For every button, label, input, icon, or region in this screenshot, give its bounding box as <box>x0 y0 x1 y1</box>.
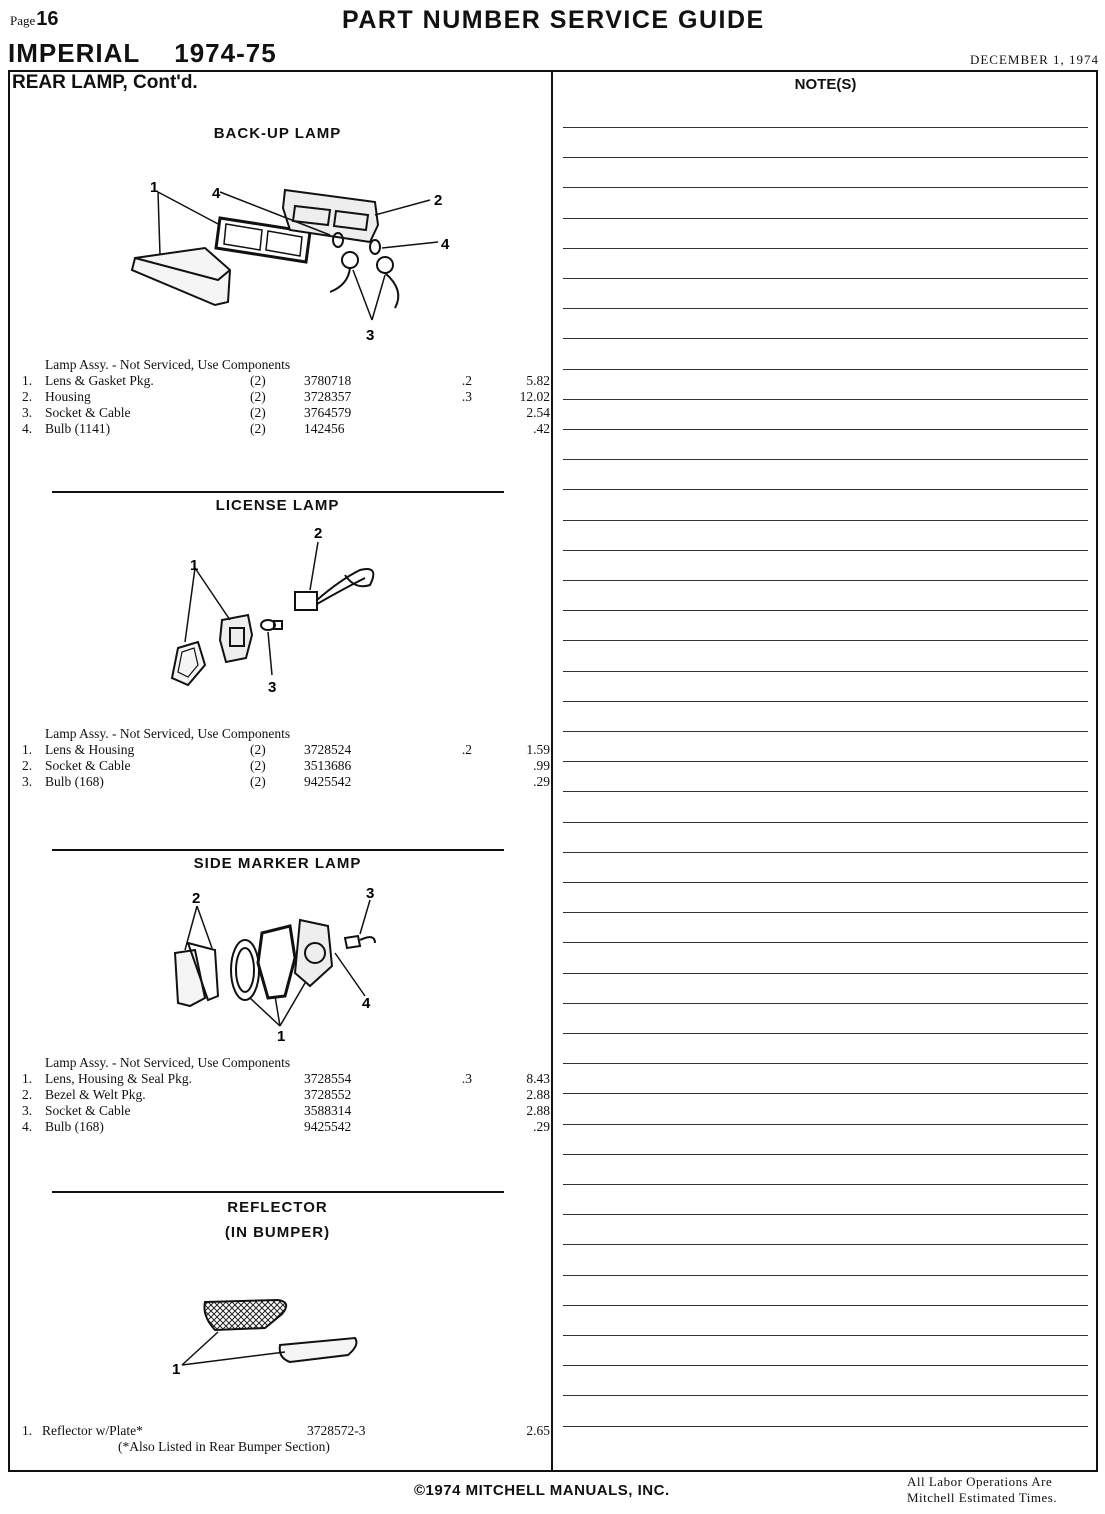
issue-date: DECEMBER 1, 1974 <box>969 52 1099 67</box>
part-description: Socket & Cable <box>45 1103 131 1118</box>
side-assy-note: Lamp Assy. - Not Serviced, Use Components <box>45 1055 291 1070</box>
note-rule-line <box>563 157 1088 158</box>
page-label <box>10 8 59 31</box>
part-index: 3. <box>22 774 33 789</box>
note-rule-line <box>563 731 1088 732</box>
labor-time: .2 <box>461 373 472 388</box>
part-description: Housing <box>45 389 91 404</box>
table-row <box>22 405 552 421</box>
backup-callout-3: 3 <box>366 327 375 344</box>
part-price: .29 <box>533 1119 550 1134</box>
note-rule-line <box>563 369 1088 370</box>
note-rule-line <box>563 1365 1088 1366</box>
license-lamp-title: LICENSE LAMP <box>215 497 340 514</box>
note-rule-line <box>563 1275 1088 1276</box>
part-price: .99 <box>533 758 550 773</box>
labor-note-line1: All Labor Operations Are <box>907 1474 1053 1489</box>
note-rule-line <box>563 278 1088 279</box>
part-price: .29 <box>533 774 550 789</box>
backup-callout-4a: 4 <box>212 185 221 202</box>
part-price: 2.65 <box>526 1423 550 1438</box>
note-rule-line <box>563 1214 1088 1215</box>
part-description: Bulb (168) <box>45 1119 104 1134</box>
part-index: 1. <box>22 373 33 388</box>
note-rule-line <box>563 1033 1088 1034</box>
note-rule-line <box>563 399 1088 400</box>
table-row <box>22 421 552 437</box>
part-index: 2. <box>22 389 33 404</box>
part-number: 3728524 <box>304 742 352 757</box>
reflector-row <box>22 1423 552 1439</box>
side-callout-1: 1 <box>277 1028 286 1043</box>
note-rule-line <box>563 308 1088 309</box>
part-description: Lens & Gasket Pkg. <box>45 373 154 388</box>
part-price: 2.88 <box>526 1087 550 1102</box>
part-price: 1.59 <box>526 742 550 757</box>
part-description: Bulb (168) <box>45 774 104 789</box>
part-description: Bezel & Welt Pkg. <box>45 1087 146 1102</box>
notes-title: NOTE(S) <box>794 76 857 93</box>
part-price: 8.43 <box>526 1071 550 1086</box>
side-callout-3: 3 <box>366 885 375 902</box>
part-index: 1. <box>22 742 33 757</box>
part-number: 3728572-3 <box>307 1423 366 1438</box>
table-row <box>22 1087 552 1103</box>
part-qty: (2) <box>250 774 266 789</box>
part-price: 5.82 <box>526 373 550 388</box>
note-rule-line <box>563 822 1088 823</box>
part-description: Bulb (1141) <box>45 421 111 436</box>
note-rule-line <box>563 127 1088 128</box>
note-rule-line <box>563 520 1088 521</box>
table-row <box>22 742 552 758</box>
note-rule-line <box>563 1395 1088 1396</box>
labor-time: .3 <box>461 389 472 404</box>
note-rule-line <box>563 1093 1088 1094</box>
labor-note-line2: Mitchell Estimated Times. <box>907 1490 1058 1505</box>
reflector-title: REFLECTOR <box>227 1199 328 1216</box>
note-rule-line <box>563 791 1088 792</box>
note-rule-line <box>563 580 1088 581</box>
note-rule-line <box>563 640 1088 641</box>
note-rule-line <box>563 671 1088 672</box>
part-index: 1. <box>22 1071 33 1086</box>
page-number: 16 <box>36 8 59 30</box>
side-callout-2: 2 <box>192 890 201 907</box>
part-index: 3. <box>22 1103 33 1118</box>
part-qty: (2) <box>250 389 266 404</box>
backup-callout-2: 2 <box>434 192 443 209</box>
part-number-index: 1. <box>22 1423 33 1438</box>
note-rule-line <box>563 1124 1088 1125</box>
table-row <box>22 1103 552 1119</box>
backup-assy-note: Lamp Assy. - Not Serviced, Use Components <box>45 357 291 372</box>
note-rule-line <box>563 912 1088 913</box>
part-index: 3. <box>22 405 33 420</box>
part-index: 2. <box>22 1087 33 1102</box>
note-rule-line <box>563 1305 1088 1306</box>
reflector-diagram <box>160 1290 370 1385</box>
note-rule-line <box>563 459 1088 460</box>
part-description: Socket & Cable <box>45 405 131 420</box>
note-rule-line <box>563 701 1088 702</box>
part-number: 3780718 <box>304 373 352 388</box>
note-rule-line <box>563 489 1088 490</box>
part-qty: (2) <box>250 405 266 420</box>
page-label-text: Page <box>10 13 36 28</box>
part-index: 2. <box>22 758 33 773</box>
section-rule <box>52 1191 504 1193</box>
note-rule-line <box>563 1426 1088 1427</box>
backup-lamp-title: BACK-UP LAMP <box>213 125 342 142</box>
part-qty: (2) <box>250 758 266 773</box>
guide-title: PART NUMBER SERVICE GUIDE <box>342 6 765 34</box>
part-price: 2.54 <box>526 405 550 420</box>
part-number: 3728554 <box>304 1071 352 1086</box>
table-row <box>22 1071 552 1087</box>
reflector-callout-1: 1 <box>172 1361 181 1378</box>
labor-time: .2 <box>461 742 472 757</box>
part-price: 12.02 <box>519 389 550 404</box>
table-row <box>22 389 552 405</box>
model-line <box>8 38 277 69</box>
license-callout-1: 1 <box>190 557 199 574</box>
backup-callout-1: 1 <box>150 179 159 196</box>
part-number: 3513686 <box>304 758 352 773</box>
note-rule-line <box>563 187 1088 188</box>
reflector-subtitle: (IN BUMPER) <box>224 1224 331 1241</box>
section-title: REAR LAMP, Cont'd. <box>12 72 198 93</box>
part-number: 9425542 <box>304 1119 352 1134</box>
note-rule-line <box>563 761 1088 762</box>
side-marker-title: SIDE MARKER LAMP <box>193 855 362 872</box>
part-description: Lens & Housing <box>45 742 135 757</box>
part-number: 142456 <box>304 421 345 436</box>
model-name: IMPERIAL <box>8 38 141 68</box>
table-row <box>22 758 552 774</box>
model-years: 1974-75 <box>174 38 277 68</box>
note-rule-line <box>563 852 1088 853</box>
part-number: 3728552 <box>304 1087 352 1102</box>
part-number: 3588314 <box>304 1103 352 1118</box>
note-rule-line <box>563 218 1088 219</box>
table-row <box>22 1119 552 1135</box>
note-rule-line <box>563 942 1088 943</box>
note-rule-line <box>563 1154 1088 1155</box>
note-rule-line <box>563 338 1088 339</box>
note-rule-line <box>563 429 1088 430</box>
backup-lamp-diagram <box>120 170 460 345</box>
table-row <box>22 774 552 790</box>
side-callout-4: 4 <box>362 995 371 1012</box>
labor-time: .3 <box>461 1071 472 1086</box>
part-description: Socket & Cable <box>45 758 131 773</box>
part-description: Reflector w/Plate* <box>42 1423 143 1438</box>
note-rule-line <box>563 610 1088 611</box>
license-assy-note: Lamp Assy. - Not Serviced, Use Components <box>45 726 291 741</box>
section-rule <box>52 849 504 851</box>
part-number: 9425542 <box>304 774 352 789</box>
table-row <box>22 373 552 389</box>
note-rule-line <box>563 973 1088 974</box>
note-rule-line <box>563 1335 1088 1336</box>
part-index: 4. <box>22 1119 33 1134</box>
copyright: ©1974 MITCHELL MANUALS, INC. <box>414 1482 670 1499</box>
section-rule <box>52 491 504 493</box>
note-rule-line <box>563 1244 1088 1245</box>
part-price: 2.88 <box>526 1103 550 1118</box>
license-callout-2: 2 <box>314 525 323 542</box>
note-rule-line <box>563 550 1088 551</box>
note-rule-line <box>563 1184 1088 1185</box>
part-qty: (2) <box>250 421 266 436</box>
side-marker-diagram <box>160 878 400 1043</box>
part-number: 3728357 <box>304 389 352 404</box>
note-rule-line <box>563 1063 1088 1064</box>
part-qty: (2) <box>250 742 266 757</box>
backup-callout-4b: 4 <box>441 236 450 253</box>
part-price: .42 <box>533 421 550 436</box>
license-callout-3: 3 <box>268 679 277 695</box>
part-qty: (2) <box>250 373 266 388</box>
part-index: 4. <box>22 421 33 436</box>
reflector-footnote: (*Also Listed in Rear Bumper Section) <box>118 1439 330 1454</box>
part-description: Lens, Housing & Seal Pkg. <box>45 1071 192 1086</box>
note-rule-line <box>563 1003 1088 1004</box>
note-rule-line <box>563 248 1088 249</box>
part-number: 3764579 <box>304 405 352 420</box>
license-lamp-diagram <box>160 520 400 695</box>
note-rule-line <box>563 882 1088 883</box>
